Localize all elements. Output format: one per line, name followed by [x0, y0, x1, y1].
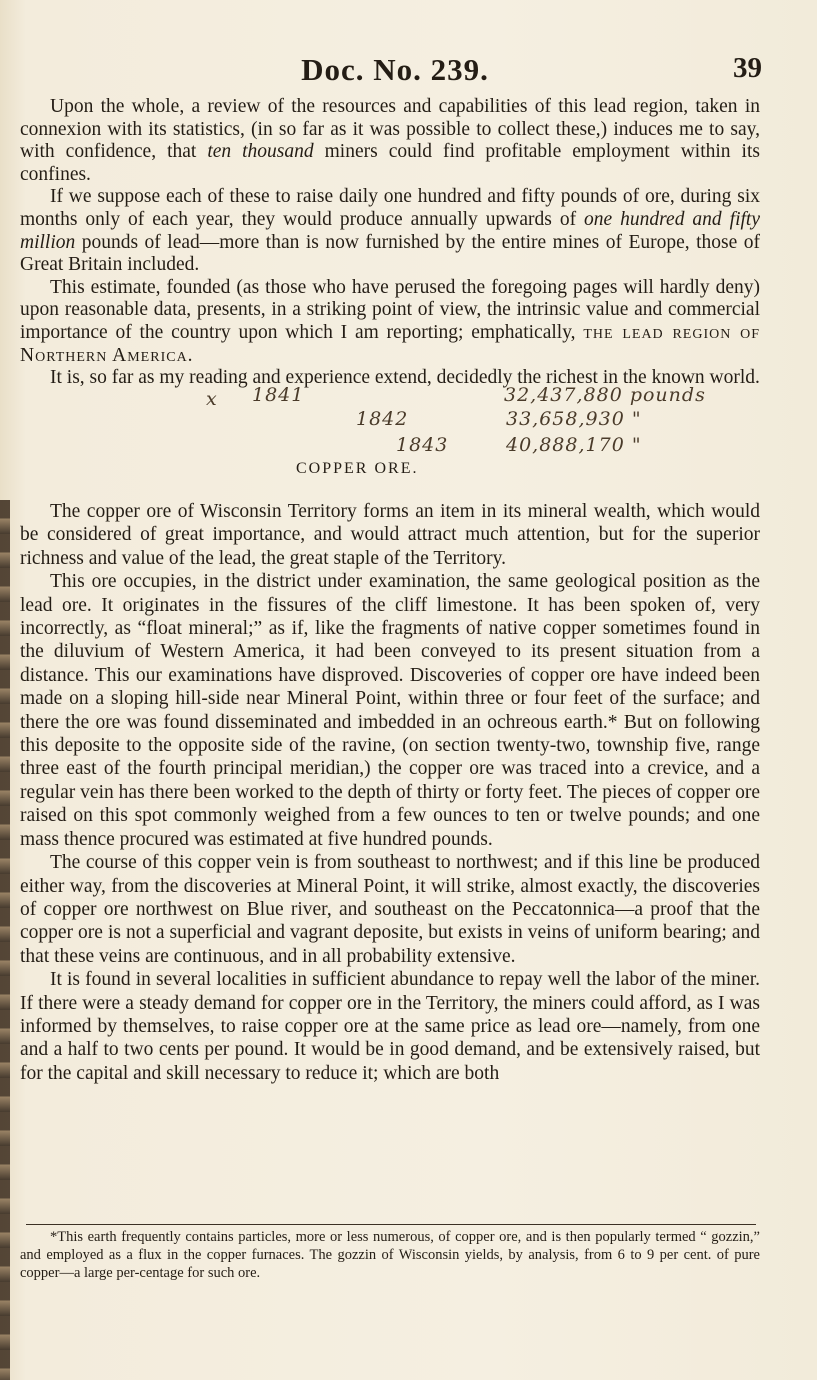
page-number: 39 — [733, 52, 762, 84]
lead-region-section — [20, 96, 760, 390]
handwritten-value: 40,888,170 " — [506, 434, 642, 456]
paragraph-text: miners could find profitable employment within its confines. — [20, 141, 760, 185]
paragraph: It is found in several localities in sufficient abundance to repay well the labor of the miner. If there were a steady demand for copper ore in the Territory, the miners could afford, as I was informed by themselves, to raise copper ore at the same price as lead ore—namely, from one and a half to two cents per pound. It would be in good demand, and be extensively raised, but for the capital and skill necessary to reduce it; which are both — [20, 969, 760, 1084]
paragraph — [20, 186, 760, 276]
paragraph: This ore occupies, in the district under examination, the same geological position as the lead ore. It originates in the fissures of the cliff limestone. It has been spoken of, very incorrectly, as “float mineral;” as if, like the fragments of native copper sometimes found in the diluvium of Western America, it had been conveyed to its present situation from a distance. This our examinations have disproved. Discoveries of copper ore have indeed been made on a sloping hill-side near Mineral Point, within three or four feet of the surface; and there the ore was found disseminated and imbedded in an ochreous earth.* But on following this deposite to the opposite side of the ravine, (on section twenty-two, township five, range three east of the fourth principal meridian,) the copper ore was traced into a crevice, and a regular vein has there been worked to the depth of thirty or forty feet. The pieces of copper ore raised on this spot commonly weighed from a few ounces to ten or twelve pounds; and one mass thence procured was estimated at five hundred pounds. — [20, 571, 760, 850]
handwritten-year: 1842 — [356, 408, 409, 430]
handwritten-mark: x — [206, 388, 218, 410]
paragraph-text: If we suppose each of these to raise daily one hundred and fifty pounds of ore, during six months only of each year, they would produce annually upwards of — [20, 186, 760, 230]
document-title: Doc. No. 239. — [301, 52, 489, 87]
handwritten-value: 32,437,880 pounds — [504, 384, 706, 406]
section-heading: COPPER ORE. — [296, 460, 419, 477]
handwritten-year: 1843 — [396, 434, 449, 456]
paragraph: The copper ore of Wisconsin Territory forms an item in its mineral wealth, which would be considered of great importance, and would attract much attention, but for the superior richness and value of the lead, the great staple of the Territory. — [20, 501, 760, 569]
paragraph-text: This estimate, founded (as those who have perused the foregoing pages will hardly deny) upon reasonable data, presents, in a striking point of view, the intrinsic value and commercial importance of the country upon which I am reporting; emphatically, — [20, 276, 760, 343]
emphasis-text: one hundred and fifty million — [20, 208, 760, 253]
footnote-text: *This earth frequently contains particles, more or less numerous, of copper ore, and is then popularly termed “ gozzin,” and employed as a flux in the copper furnaces. The gozzin of Wisconsin yields, by analysis, from 6 to 9 per cent. of pure copper—a large per-centage for such ore. — [20, 1229, 760, 1281]
paragraph — [20, 277, 760, 367]
emphasis-text: ten thousand — [207, 141, 314, 163]
copper-ore-section — [20, 500, 760, 1085]
footnote-divider — [26, 1224, 756, 1225]
page-header — [20, 52, 770, 92]
paragraph: The course of this copper vein is from southeast to northwest; and if this line be produced either way, from the discoveries at Mineral Point, it will strike, almost exactly, the discoveries of copper ore northwest on Blue river, and southeast on the Peccatonnica—a proof that the copper ore is not a superficial and vagrant deposite, but exists in veins of uniform bearing; and that these veins are continuous, and in all probability extensive. — [20, 852, 760, 967]
handwritten-year: 1841 — [252, 384, 305, 406]
paragraph: It is, so far as my reading and experience extend, decidedly the richest in the known world. — [50, 367, 760, 389]
smallcaps-text: the lead region of Northern America. — [20, 321, 761, 366]
paragraph-text: pounds of lead—more than is now furnished by the entire mines of Europe, those of Great Britain included. — [20, 231, 760, 276]
binding-edge — [0, 500, 10, 1380]
footnote — [20, 1228, 760, 1282]
paragraph-text: Upon the whole, a review of the resources and capabilities of this lead region, taken in connexion with its statistics, (in so far as it was possible to collect these,) induces me to say, with confidence, that — [20, 96, 760, 163]
handwritten-value: 33,658,930 " — [506, 408, 642, 430]
paragraph — [20, 96, 760, 186]
